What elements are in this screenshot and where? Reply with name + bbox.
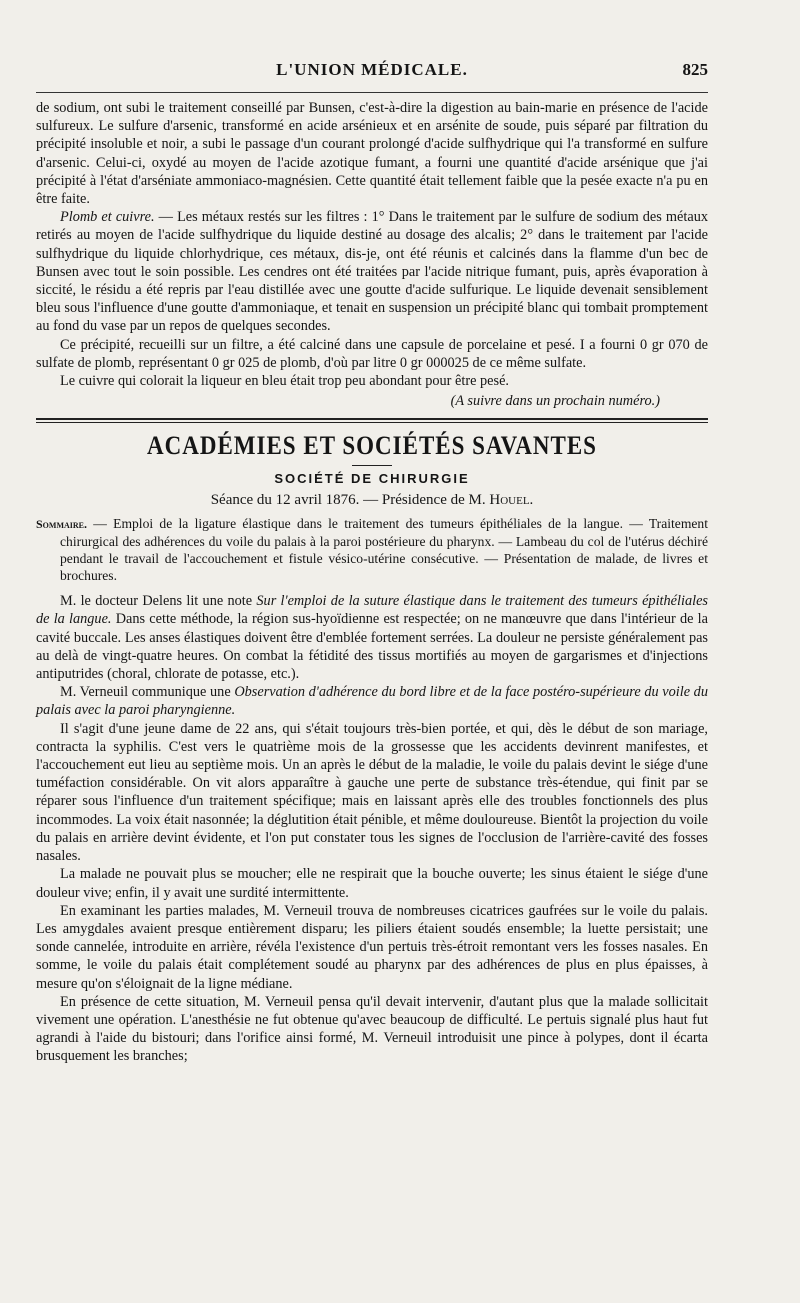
paragraph-start: M. le docteur Delens lit une note: [60, 593, 257, 610]
paragraph-operation: En présence de cette situation, M. Verneuil pensa qu'il devait intervenir, d'autant plus que la malade sollicitait vivement une opération. L'anesthésie ne fut obtenue qu'avec beaucoup de difficulté. Le pertuis signalé plus haut fut agrandi à l'aide du bistouri; dans l'orifice ainsi formé, M. Verneuil introduisit une pince à polypes, dont il écarta brusquement les branches;: [36, 993, 708, 1065]
paragraph-text: — Les métaux restés sur les filtres : 1° Dans le traitement par le sulfure de sodium des métaux retirés au moyen de l'acide sulfhydrique du liquide destiné au dosage des alcalis; 2° dans le traitement par l'acide sulfhydrique du liquide chlorhydrique, ces métaux, dis-je, ont été réunis et calcinés dans la flamme d'un bec de Bunsen avec tout le soin possible. Les cendres ont été traitées par l'acide nitrique fumant, puis, après évaporation à siccité, le résidu a été repris par l'eau distillée avec une goutte d'acide sulfurique. Le liquide devenait sensiblement bleu sous l'influence d'une goutte d'ammoniaque, et tenait en suspension un précipité blanc qui tombait promptement au fond du vase par un repos de quelques secondes.: [36, 209, 709, 335]
section-title: ACADÉMIES ET SOCIÉTÉS SAVANTES: [147, 431, 597, 461]
note-title: Sur l'emploi de la suture élastique dans le traitement des tumeurs épithéliales de la langue.: [36, 593, 708, 628]
running-head: [36, 56, 708, 93]
session-prefix: Séance du 12 avril 1876. — Présidence de M.: [210, 492, 490, 509]
article-body: [36, 592, 708, 1065]
paragraph-precipitate: Ce précipité, recueilli sur un filtre, a été calciné dans une capsule de porcelaine et pesé. I a fourni 0 gr 070 de sulfate de plomb, représentant 0 gr 025 de plomb, d'où par litre 0 gr 000025 de ce même sulfate.: [36, 336, 708, 371]
paragraph-lead-copper: [36, 208, 708, 335]
president-name: Houel: [489, 492, 530, 509]
session-summary: [36, 515, 708, 584]
paragraph-rest: Dans cette méthode, la région sus-hyoïdienne est respectée; on ne manœuvre que dans l'intérieur de la cavité buccale. Les anses élastiques doivent être d'emblée fortement serrées. La douleur ne persiste généralement pas au delà de vingt-quatre heures. On combat la fétidité des tissus mortifiés au moyen de gargarismes et d'injections antiputrides (choral, chlorate de potasse, etc.).: [36, 611, 709, 683]
summary-label: Sommaire.: [36, 517, 88, 532]
paragraph-examination: En examinant les parties malades, M. Verneuil trouva de nombreuses cicatrices gaufrées sur le voile du palais. Les amygdales avaient presque entièrement disparu; les piliers étaient soudés ensemble; la luette persistait; une sonde cannelée, introduite en arrière, révéla l'existence d'un pertuis très-étroit remontant vers les fosses nasales. En somme, le voile du palais était complétement soudé au pharynx par des adhérences de plus en plus épaisses, à mesure qu'on s'éloignait de la ligne médiane.: [36, 902, 708, 992]
page: [0, 56, 800, 1303]
paragraph-arsenic: de sodium, ont subi le traitement conseillé par Bunsen, c'est-à-dire la digestion au bain-marie en présence de l'acide sulfureux. Le sulfure d'arsenic, transformé en acide arsénieux et en arsénite de soude, puis séparé par filtration du précipité insoluble et noir, a subi le passage d'un courant prolongé d'acide sulfhydrique qui l'a transformé en sulfure d'arsenic. Celui-ci, oxydé au moyen de l'acide azotique fumant, a fourni une quantité d'acide arsénique que j'ai précipité à l'état d'arséniate ammoniaco-magnésien. Cette quantité était tellement faible que la pesée exacte n'a pu en être faite.: [36, 100, 708, 208]
journal-title: L'UNION MÉDICALE.: [276, 60, 468, 79]
title-rule: [352, 465, 392, 466]
paragraph-delens: [36, 592, 708, 683]
paragraph-copper: Le cuivre qui colorait la liqueur en bleu était trop peu abondant pour être pesé.: [60, 373, 509, 390]
session-suffix: .: [529, 492, 534, 509]
paragraph-case: Il s'agit d'une jeune dame de 22 ans, qui s'était toujours très-bien portée, et qui, dès le début de son mariage, contracta la syphilis. C'est vers le quatrième mois de la grossesse que les accidents devinrent manifestes, et l'accouchement eut lieu au septième mois. Un an après le début de la maladie, le voile du palais devint le siége d'une tuméfaction considérable. On vit alors apparaître à gauche une perte de substance très-étendue, qui finit par se réparer sous l'influence d'un traitement spécifique; mais en laissant après elle des troubles fonctionnels des plus incommodes. La voix était nasonnée; la déglutition était pénible, et même douloureuse. Bientôt la projection du voile du palais en arrière devint évidente, et l'on put constater tous les signes de l'occlusion de l'arrière-cavité des fosses nasales.: [36, 720, 708, 865]
summary-text: — Emploi de la ligature élastique dans le traitement des tumeurs épithéliales de la langue. — Traitement chirurgical des adhérences du voile du palais à la paroi postérieure du pharynx. — Lambeau du col de l'utérus déchiré pendant le travail de l'accouchement et fistule vésico-utérine consécutive. — Présentation de malade, de livres et brochures.: [60, 516, 708, 584]
observation-title: Observation d'adhérence du bord libre et de la face postéro-supérieure du voile du palais avec la paroi pharyngienne.: [36, 684, 708, 719]
paragraph-heading: Plomb et cuivre.: [60, 209, 155, 226]
society-name: SOCIÉTÉ DE CHIRURGIE: [274, 471, 470, 487]
session-line: [36, 492, 708, 509]
section-divider: [36, 418, 708, 423]
to-be-continued-note: (A suivre dans un prochain numéro.): [450, 393, 660, 410]
page-number: 825: [682, 60, 708, 79]
paragraph-verneuil: [36, 683, 708, 719]
paragraph-start: M. Verneuil communique une: [60, 684, 235, 701]
paragraph-symptoms: La malade ne pouvait plus se moucher; elle ne respirait que la bouche ouverte; les sinus étaient le siége d'une douleur vive; enfin, il y avait une surdité intermittente.: [36, 866, 708, 901]
